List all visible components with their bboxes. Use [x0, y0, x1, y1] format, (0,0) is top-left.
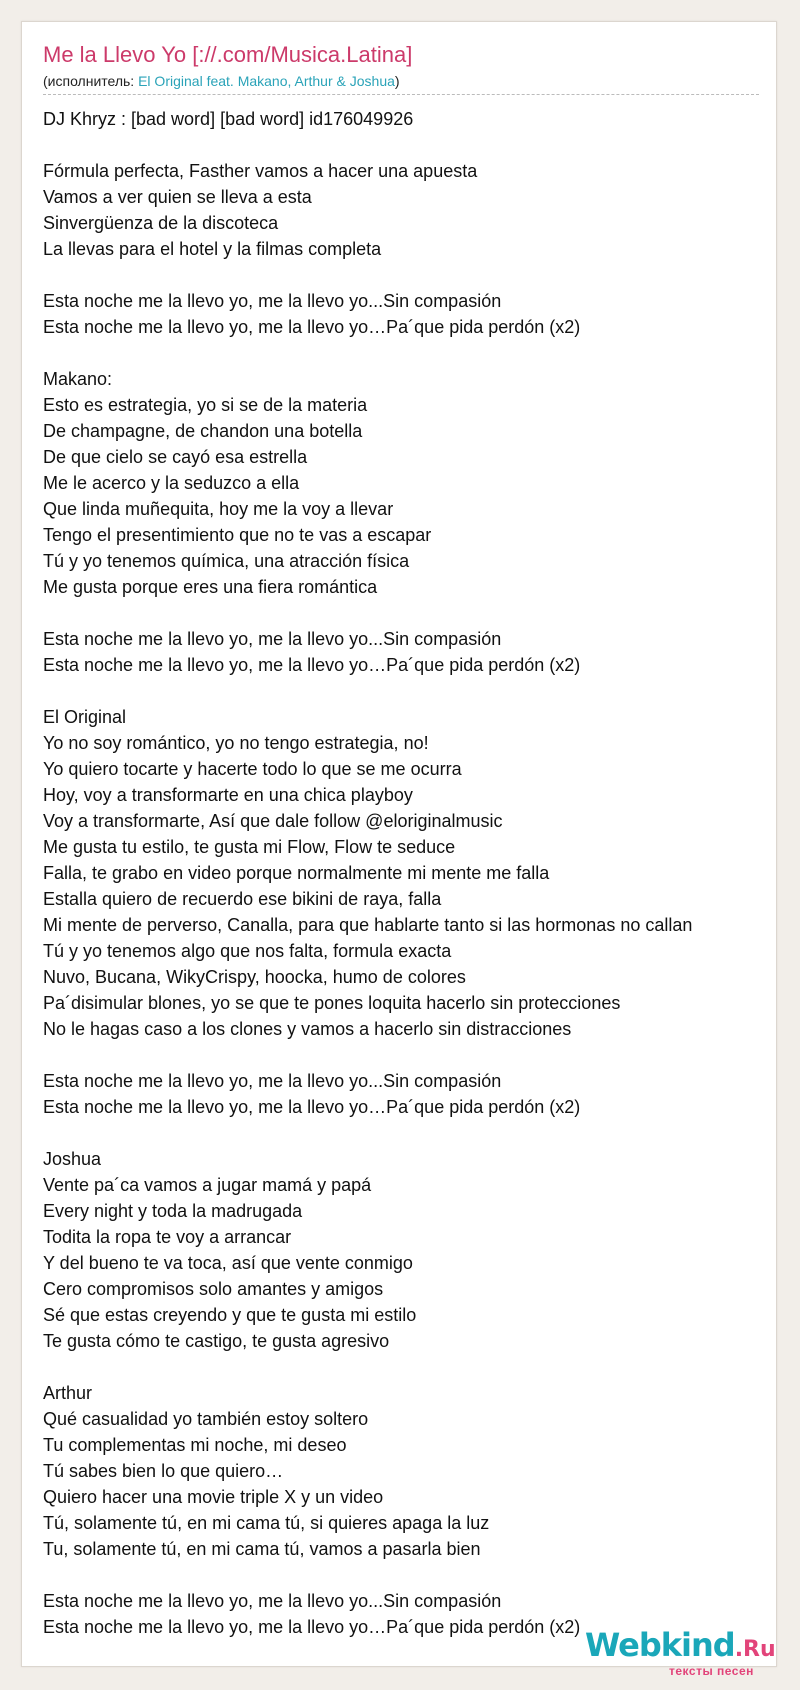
performer-prefix: (исполнитель: — [43, 73, 139, 89]
song-title: Me la Llevo Yo [://.com/Musica.Latina] — [43, 42, 413, 67]
lyric-line: Que linda muñequita, hoy me la voy a llevar — [43, 499, 394, 519]
lyric-line: De champagne, de chandon una botella — [43, 421, 363, 441]
lyric-line: Sé que estas creyendo y que te gusta mi estilo — [43, 1305, 417, 1325]
blank-line — [43, 1120, 773, 1146]
lyric-line: Vamos a ver quien se lleva a esta — [43, 187, 312, 207]
lyric-line: Tú, solamente tú, en mi cama tú, si quieres apaga la luz — [43, 1513, 490, 1533]
lyric-line: Todita la ropa te voy a arrancar — [43, 1227, 292, 1247]
lyric-line: Hoy, voy a transformarte en una chica playboy — [43, 785, 413, 805]
lyric-line: Makano: — [43, 369, 113, 389]
lyric-line: El Original — [43, 707, 127, 727]
lyric-line: Tú y yo tenemos química, una atracción física — [43, 551, 410, 571]
lyric-line: Esta noche me la llevo yo, me la llevo yo…Pa´que pida perdón (x2) — [43, 317, 581, 337]
lyric-line: Yo no soy romántico, yo no tengo estrategia, no! — [43, 733, 429, 753]
lyric-line: Me gusta tu estilo, te gusta mi Flow, Flow te seduce — [43, 837, 456, 857]
blank-line — [43, 1562, 773, 1588]
lyric-line: Esta noche me la llevo yo, me la llevo yo…Pa´que pida perdón (x2) — [43, 1097, 581, 1117]
blank-line — [43, 678, 773, 704]
lyric-line: Tu, solamente tú, en mi cama tú, vamos a pasarla bien — [43, 1539, 481, 1559]
blank-line — [43, 132, 773, 158]
lyric-line: Esta noche me la llevo yo, me la llevo yo…Pa´que pida perdón (x2) — [43, 1617, 581, 1637]
lyric-line: Esta noche me la llevo yo, me la llevo yo...Sin compasión — [43, 629, 502, 649]
lyric-line: Every night y toda la madrugada — [43, 1201, 303, 1221]
lyric-line: Pa´disimular blones, yo se que te pones loquita hacerlo sin protecciones — [43, 993, 621, 1013]
lyric-line: Estalla quiero de recuerdo ese bikini de raya, falla — [43, 889, 442, 909]
lyric-line: No le hagas caso a los clones y vamos a hacerlo sin distracciones — [43, 1019, 572, 1039]
blank-line — [43, 1354, 773, 1380]
lyric-line: Joshua — [43, 1149, 102, 1169]
blank-line — [43, 262, 773, 288]
lyrics-card — [21, 21, 777, 1678]
lyric-line: De que cielo se cayó esa estrella — [43, 447, 308, 467]
blank-line — [43, 1042, 773, 1068]
lyric-line: Vente pa´ca vamos a jugar mamá y papá — [43, 1175, 372, 1195]
lyric-line: Nuvo, Bucana, WikyCrispy, hoocka, humo de colores — [43, 967, 466, 987]
logo-tagline: тексты песен — [669, 1664, 754, 1678]
blank-line — [43, 600, 773, 626]
lyric-line: Esta noche me la llevo yo, me la llevo yo...Sin compasión — [43, 1071, 502, 1091]
lyric-line: Y del bueno te va toca, así que vente conmigo — [43, 1253, 413, 1273]
lyric-line: Yo quiero tocarte y hacerte todo lo que se me ocurra — [43, 759, 462, 779]
performer-suffix: ) — [394, 73, 400, 89]
lyric-line: Tu complementas mi noche, mi deseo — [43, 1435, 347, 1455]
lyric-line: Tú sabes bien lo que quiero… — [43, 1461, 284, 1481]
performer-line — [43, 72, 400, 90]
lyric-line: Voy a transformarte, Así que dale follow @eloriginalmusic — [43, 811, 503, 831]
lyric-line: Tú y yo tenemos algo que nos falta, formula exacta — [43, 941, 452, 961]
title-divider — [43, 94, 759, 95]
lyric-line: Quiero hacer una movie triple X y un video — [43, 1487, 384, 1507]
lyrics-text — [43, 106, 773, 1640]
lyric-line: Qué casualidad yo también estoy soltero — [43, 1409, 369, 1429]
lyric-line: La llevas para el hotel y la filmas completa — [43, 239, 382, 259]
logo-brand: Webkind.Ru — [585, 1626, 776, 1664]
lyric-line: Te gusta cómo te castigo, te gusta agresivo — [43, 1331, 390, 1351]
lyric-line: Mi mente de perverso, Canalla, para que hablarte tanto si las hormonas no callan — [43, 915, 693, 935]
performer-link[interactable]: El Original feat. Makano, Arthur & Joshua — [138, 73, 395, 89]
lyric-line: Esta noche me la llevo yo, me la llevo yo...Sin compasión — [43, 291, 502, 311]
lyric-line: Esta noche me la llevo yo, me la llevo yo…Pa´que pida perdón (x2) — [43, 655, 581, 675]
lyric-line: Arthur — [43, 1383, 93, 1403]
webkind-logo[interactable] — [585, 1626, 785, 1686]
lyric-line: Fórmula perfecta, Fasther vamos a hacer una apuesta — [43, 161, 478, 181]
lyric-line: Falla, te grabo en video porque normalmente mi mente me falla — [43, 863, 550, 883]
lyric-line: Sinvergüenza de la discoteca — [43, 213, 279, 233]
lyric-line: Cero compromisos solo amantes y amigos — [43, 1279, 384, 1299]
lyric-line: Esta noche me la llevo yo, me la llevo yo...Sin compasión — [43, 1591, 502, 1611]
lyric-line: Tengo el presentimiento que no te vas a escapar — [43, 525, 432, 545]
lyric-line: DJ Khryz : [bad word] [bad word] id176049926 — [43, 109, 414, 129]
blank-line — [43, 340, 773, 366]
lyric-line: Esto es estrategia, yo si se de la materia — [43, 395, 368, 415]
lyric-line: Me gusta porque eres una fiera romántica — [43, 577, 378, 597]
lyric-line: Me le acerco y la seduzco a ella — [43, 473, 300, 493]
